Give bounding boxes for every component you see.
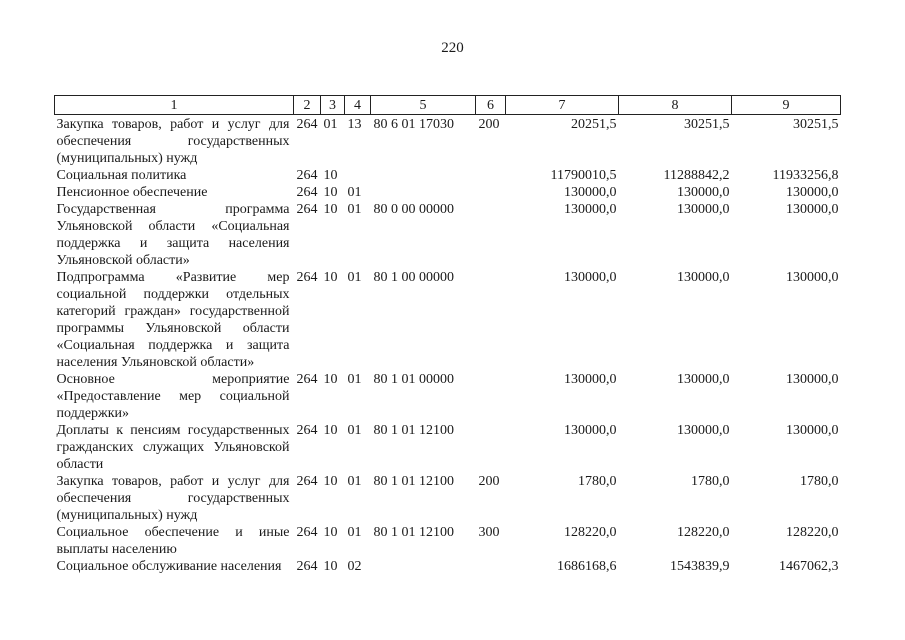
- row-subsection: 01: [347, 423, 362, 438]
- row-admin-code: 264: [296, 270, 318, 285]
- table-row: [55, 201, 841, 269]
- row-subsection: 01: [347, 270, 362, 285]
- row-amount-col8: 1780,0: [691, 474, 730, 489]
- row-name: Социальная политика: [56, 168, 187, 183]
- row-target-article: 80 1 00 00000: [373, 270, 454, 285]
- col-header-7: 7: [506, 96, 619, 115]
- row-admin-code: 264: [296, 559, 318, 574]
- table-row: [55, 371, 841, 422]
- row-name: Социальное обеспечение и иные выплаты населению: [56, 525, 290, 557]
- row-section: 10: [323, 372, 338, 387]
- row-name: Основное мероприятие «Предоставление мер социальной поддержки»: [56, 372, 290, 421]
- row-amount-col8: 130000,0: [677, 185, 730, 200]
- table-row: [55, 422, 841, 473]
- row-amount-col7: 1686168,6: [557, 559, 617, 574]
- row-target-article: 80 1 01 12100: [373, 474, 454, 489]
- row-section: 01: [323, 117, 338, 132]
- table-row: [55, 269, 841, 371]
- budget-table: [54, 95, 841, 575]
- row-subsection: 01: [347, 185, 362, 200]
- row-amount-col7: 130000,0: [564, 372, 617, 387]
- row-amount-col9: 128220,0: [786, 525, 839, 540]
- row-amount-col7: 128220,0: [564, 525, 617, 540]
- row-amount-col8: 130000,0: [677, 202, 730, 217]
- row-admin-code: 264: [296, 423, 318, 438]
- table-row: [55, 167, 841, 184]
- row-section: 10: [323, 202, 338, 217]
- col-header-4: 4: [345, 96, 371, 115]
- row-admin-code: 264: [296, 168, 318, 183]
- row-target-article: 80 6 01 17030: [373, 117, 454, 132]
- row-section: 10: [323, 270, 338, 285]
- row-expense-type: 300: [478, 525, 500, 540]
- row-expense-type: [476, 201, 506, 269]
- row-expense-type: [476, 371, 506, 422]
- row-amount-col9: 130000,0: [786, 270, 839, 285]
- row-expense-type: [476, 167, 506, 184]
- row-section: 10: [323, 185, 338, 200]
- row-amount-col7: 130000,0: [564, 270, 617, 285]
- row-amount-col9: 11933256,8: [772, 168, 839, 183]
- row-amount-col7: 130000,0: [564, 202, 617, 217]
- col-header-5: 5: [371, 96, 476, 115]
- row-admin-code: 264: [296, 525, 318, 540]
- row-expense-type: [476, 422, 506, 473]
- row-section: 10: [323, 474, 338, 489]
- row-amount-col8: 11288842,2: [663, 168, 730, 183]
- row-amount-col8: 30251,5: [684, 117, 730, 132]
- row-section: 10: [323, 525, 338, 540]
- row-expense-type: [476, 558, 506, 575]
- row-name: Закупка товаров, работ и услуг для обеспечения государственных (муниципальных) нужд: [56, 474, 290, 523]
- row-target-article: 80 1 01 00000: [373, 372, 454, 387]
- table-row: [55, 524, 841, 558]
- row-target-article: [371, 558, 476, 575]
- row-amount-col8: 1543839,9: [670, 559, 730, 574]
- table-header: [55, 96, 841, 115]
- row-admin-code: 264: [296, 372, 318, 387]
- row-amount-col8: 130000,0: [677, 270, 730, 285]
- row-expense-type: 200: [478, 117, 500, 132]
- row-expense-type: [476, 269, 506, 371]
- row-admin-code: 264: [296, 185, 318, 200]
- table-row: [55, 558, 841, 575]
- row-section: 10: [323, 168, 338, 183]
- row-admin-code: 264: [296, 202, 318, 217]
- row-name: Государственная программа Ульяновской области «Социальная поддержка и защита населения Ульяновской области»: [56, 202, 290, 268]
- row-amount-col9: 130000,0: [786, 185, 839, 200]
- row-subsection: 02: [347, 559, 362, 574]
- table-row: [55, 115, 841, 168]
- row-amount-col7: 130000,0: [564, 185, 617, 200]
- row-name: Подпрограмма «Развитие мер социальной поддержки отдельных категорий граждан» государственной программы Ульяновской области «Социальная поддержка и защита населения Ульяновской области»: [56, 270, 290, 370]
- col-header-2: 2: [294, 96, 321, 115]
- table-body: [55, 115, 841, 576]
- row-target-article: 80 0 00 00000: [373, 202, 454, 217]
- row-target-article: [371, 167, 476, 184]
- row-expense-type: 200: [478, 474, 500, 489]
- col-header-3: 3: [321, 96, 345, 115]
- row-amount-col7: 130000,0: [564, 423, 617, 438]
- row-name: Закупка товаров, работ и услуг для обеспечения государственных (муниципальных) нужд: [56, 117, 290, 166]
- row-amount-col8: 128220,0: [677, 525, 730, 540]
- row-amount-col8: 130000,0: [677, 372, 730, 387]
- row-section: 10: [323, 559, 338, 574]
- row-subsection: 01: [347, 525, 362, 540]
- row-amount-col9: 1467062,3: [779, 559, 839, 574]
- row-name: Пенсионное обеспечение: [56, 185, 208, 200]
- row-subsection: 01: [347, 474, 362, 489]
- row-amount-col7: 20251,5: [571, 117, 617, 132]
- table-row: [55, 184, 841, 201]
- row-subsection: 01: [347, 372, 362, 387]
- row-amount-col9: 1780,0: [800, 474, 839, 489]
- row-amount-col9: 30251,5: [793, 117, 839, 132]
- row-name: Доплаты к пенсиям государственных гражданских служащих Ульяновской области: [56, 423, 290, 472]
- row-target-article: 80 1 01 12100: [373, 525, 454, 540]
- row-amount-col9: 130000,0: [786, 423, 839, 438]
- row-subsection: [345, 167, 371, 184]
- row-subsection: 01: [347, 202, 362, 217]
- page-number: 220: [441, 40, 464, 56]
- col-header-6: 6: [476, 96, 506, 115]
- row-expense-type: [476, 184, 506, 201]
- row-admin-code: 264: [296, 474, 318, 489]
- col-header-8: 8: [619, 96, 732, 115]
- row-target-article: [371, 184, 476, 201]
- table-row: [55, 473, 841, 524]
- col-header-9: 9: [732, 96, 841, 115]
- row-subsection: 13: [347, 117, 362, 132]
- row-name: Социальное обслуживание населения: [56, 559, 282, 574]
- row-section: 10: [323, 423, 338, 438]
- row-target-article: 80 1 01 12100: [373, 423, 454, 438]
- row-amount-col8: 130000,0: [677, 423, 730, 438]
- row-amount-col7: 11790010,5: [550, 168, 617, 183]
- row-amount-col9: 130000,0: [786, 372, 839, 387]
- col-header-1: 1: [55, 96, 294, 115]
- row-amount-col7: 1780,0: [578, 474, 617, 489]
- header-row: [55, 96, 841, 115]
- row-amount-col9: 130000,0: [786, 202, 839, 217]
- row-admin-code: 264: [296, 117, 318, 132]
